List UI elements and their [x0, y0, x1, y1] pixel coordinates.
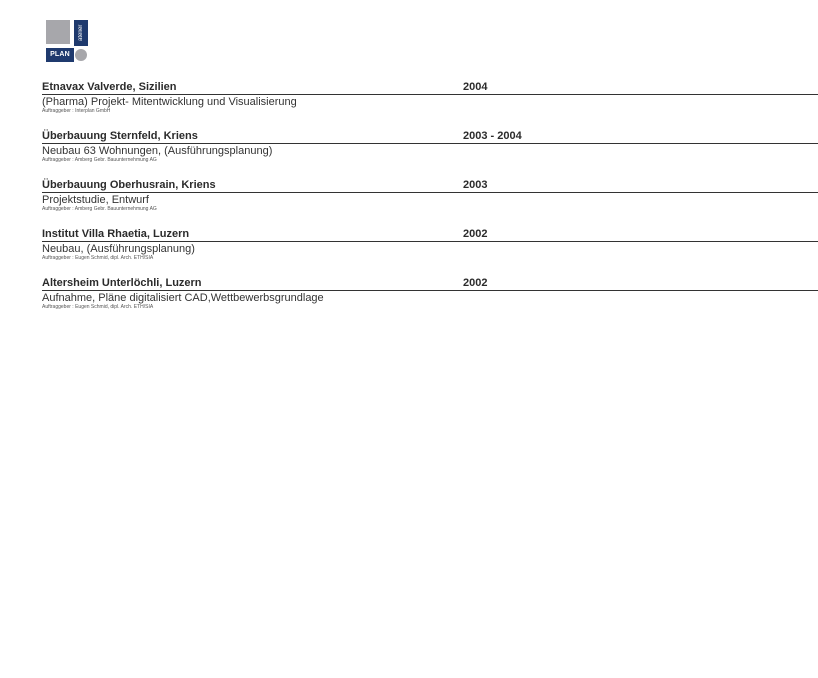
logo-grey-square — [46, 20, 70, 44]
project-year: 2004 — [463, 81, 488, 93]
project-entry — [42, 277, 818, 326]
logo-plan-label: PLAN — [46, 48, 74, 62]
project-entry — [42, 130, 818, 179]
project-name: Etnavax Valverde, Sizilien — [42, 81, 177, 93]
project-name: Überbauung Oberhusrain, Kriens — [42, 179, 216, 191]
project-name: Überbauung Sternfeld, Kriens — [42, 130, 198, 142]
project-list — [42, 81, 818, 326]
project-header — [42, 277, 818, 291]
project-header — [42, 130, 818, 144]
project-header — [42, 228, 818, 242]
project-client: Auftraggeber : Eugen Schmid, dipl. Arch. ETH/SIA — [42, 255, 154, 261]
project-year: 2002 — [463, 277, 488, 289]
project-client: Auftraggeber : Amberg Gebr. Bauunternehmung AG — [42, 206, 157, 212]
project-year: 2002 — [463, 228, 488, 240]
project-header — [42, 81, 818, 95]
project-header — [42, 179, 818, 193]
logo-vertical-text: atelier — [78, 24, 84, 42]
project-year: 2003 — [463, 179, 488, 191]
project-name: Altersheim Unterlöchli, Luzern — [42, 277, 202, 289]
project-client: Auftraggeber : Amberg Gebr. Bauunternehmung AG — [42, 157, 157, 163]
project-entry — [42, 228, 818, 277]
project-year: 2003 - 2004 — [463, 130, 522, 142]
project-description: (Pharma) Projekt- Mitentwicklung und Visualisierung — [42, 96, 297, 108]
project-entry — [42, 179, 818, 228]
project-description: Aufnahme, Pläne digitalisiert CAD,Wettbewerbsgrundlage — [42, 292, 324, 304]
project-entry — [42, 81, 818, 130]
project-client: Auftraggeber : Eugen Schmid, dipl. Arch. ETH/SIA — [42, 304, 154, 310]
company-logo — [46, 20, 94, 64]
project-description: Projektstudie, Entwurf — [42, 194, 149, 206]
logo-circle — [75, 49, 87, 61]
project-description: Neubau 63 Wohnungen, (Ausführungsplanung) — [42, 145, 273, 157]
project-client: Auftraggeber : Interplan GmbH — [42, 108, 111, 114]
project-name: Institut Villa Rhaetia, Luzern — [42, 228, 190, 240]
project-description: Neubau, (Ausführungsplanung) — [42, 243, 195, 255]
